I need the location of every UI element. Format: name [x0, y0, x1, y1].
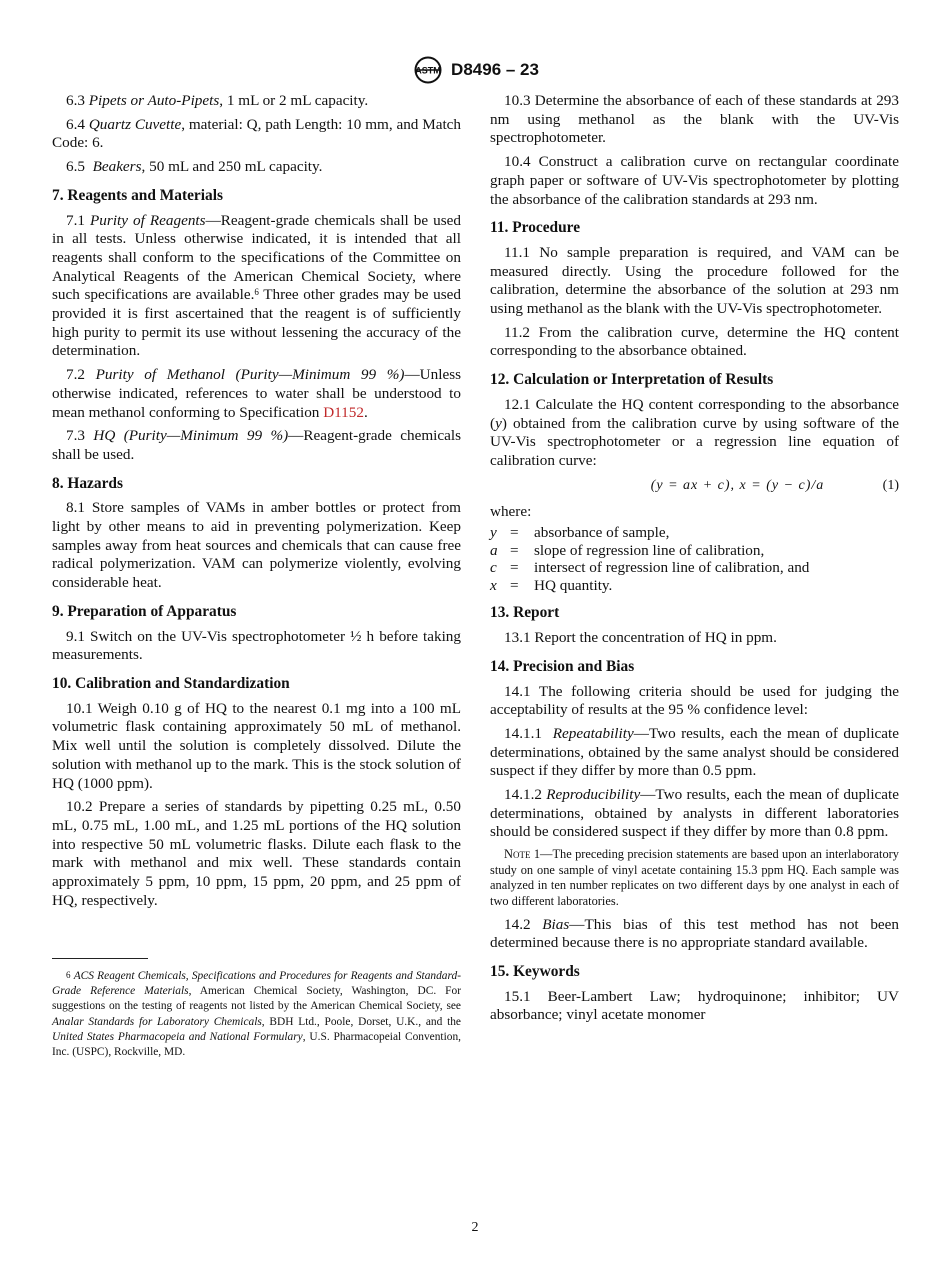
- para-6-4: 6.4 Quartz Cuvette, material: Q, path Length: 10 mm, and Match Code: 6.: [52, 115, 462, 152]
- equation-number: (1): [882, 477, 899, 493]
- page-header: [0, 56, 950, 84]
- section-heading-12: 12. Calculation or Interpretation of Results: [490, 371, 774, 389]
- para-9-1: 9.1 Switch on the UV-Vis spectrophotometer ½ h before taking measurements.: [52, 627, 461, 664]
- para-6-3: 6.3 Pipets or Auto-Pipets, 1 mL or 2 mL capacity.: [66, 92, 369, 109]
- page-number: 2: [471, 1220, 479, 1235]
- definition-row: a = slope of regression line of calibration,: [490, 541, 765, 559]
- para-6-5: 6.5 Beakers, 50 mL and 250 mL capacity.: [66, 158, 323, 176]
- para-12-1: 12.1 Calculate the HQ content corresponding to the absorbance (y) obtained from the calibration curve by using software of the UV-Vis spectrophotometer or a regression line equation of calibration curve:: [490, 395, 899, 469]
- note-1: Note 1—The preceding precision statements are based upon an interlaboratory study on one sample of vinyl acetate containing 15.3 ppm HQ. Each sample was analyzed in ten number replicates on two different days by one analyst in each of two different laboratories.: [490, 847, 899, 908]
- section-heading-9: 9. Preparation of Apparatus: [52, 602, 237, 620]
- para-7-1: 7.1 Purity of Reagents—Reagent-grade chemicals shall be used in all tests. Unless otherwise indicated, it is intended that all reagents shall conform to the specifications of the Committee on Analytical Reagents of the American Chemical Society, where such specifications are available.$^6$ Three other grades may be used provided it is first ascertained that the reagent is of sufficiently high purity to permit its use without lessening the accuracy of the determination.: [52, 211, 462, 360]
- definition-row: y = absorbance of sample,: [490, 524, 670, 542]
- para-15-1: 15.1 Beer-Lambert Law; hydroquinone; inhibitor; UV absorbance; vinyl acetate monomer: [490, 987, 899, 1024]
- section-heading-8: 8. Hazards: [52, 474, 123, 492]
- para-14-1-2: 14.1.2 Reproducibility—Two results, each the mean of duplicate determinations, obtained by analysts in different laboratories should be considered suspect if they differ by more than 0.8 ppm.: [490, 786, 899, 841]
- section-heading-14: 14. Precision and Bias: [490, 657, 635, 675]
- section-heading-11: 11. Procedure: [490, 219, 581, 237]
- section-heading-13: 13. Report: [490, 604, 560, 622]
- section-heading-10: 10. Calibration and Standardization: [52, 674, 290, 692]
- right-column: [490, 92, 899, 1030]
- para-14-1-1: 14.1.1 Repeatability—Two results, each the mean of duplicate determinations, obtained by the same analyst should be considered suspect if they differ by more than 0.5 ppm.: [490, 724, 899, 780]
- d1152-link[interactable]: D1152: [323, 403, 364, 421]
- svg-text:ASTM: ASTM: [415, 65, 441, 76]
- para-7-3: 7.3 HQ (Purity—Minimum 99 %)—Reagent-grade chemicals shall be used.: [52, 427, 462, 463]
- section-heading-15: 15. Keywords: [490, 962, 580, 980]
- equation-body: (y = ax + c), x = (y − c)/a: [650, 477, 825, 493]
- equation-1: [490, 477, 899, 496]
- para-11-2: 11.2 From the calibration curve, determine the HQ content corresponding to the absorbance obtained.: [490, 323, 899, 360]
- para-10-2: 10.2 Prepare a series of standards by pipetting 0.25 mL, 0.50 mL, 0.75 mL, 1.00 mL, and 1.25 mL portions of the HQ solution into respective 50 mL volumetric flasks. Dilute each flask to the mark with methanol and mix well. These standards contain approximately 5 ppm, 10 ppm, 15 ppm, 20 ppm, and 25 ppm of HQ, respectively.: [52, 798, 461, 909]
- footnote-6: $^6$ ACS Reagent Chemicals, Specifications and Procedures for Reagents and Standard-Grade Reference Materials, American Chemical Society, Washington, DC. For suggestions on the testing of reagents not listed by the American Chemical Society, see Analar Standards for Laboratory Chemicals, BDH Ltd., Poole, Dorset, U.K., and the United States Pharmacopeia and National Formulary, U.S. Pharmacopeial Convention, Inc. (USPC), Rockville, MD.: [52, 970, 462, 1059]
- para-10-1: 10.1 Weigh 0.10 g of HQ to the nearest 0.1 mg into a 100 mL volumetric flask containing approximately 50 mL of methanol. Mix well until the solution is completely dissolved. Dilute the solution with methanol up to the mark. This is the stock solution of HQ (1000 ppm).: [52, 699, 461, 792]
- section-heading-7: 7. Reagents and Materials: [52, 186, 223, 204]
- para-14-2: 14.2 Bias—This bias of this test method has not been determined because there is no appropriate standard available.: [490, 915, 899, 952]
- definition-row: x = HQ quantity.: [490, 576, 613, 594]
- variable-definitions: [490, 524, 899, 594]
- para-10-4: 10.4 Construct a calibration curve on rectangular coordinate graph paper or software of UV-Vis spectrophotometer by plotting the absorbance of the calibration standards at 293 nm.: [490, 153, 899, 208]
- para-13-1: 13.1 Report the concentration of HQ in ppm.: [504, 629, 777, 647]
- para-7-2: 7.2 Purity of Methanol (Purity—Minimum 99 %)—Unless otherwise indicated, references to water shall be understood to mean methanol conforming to Specification D1152.: [52, 366, 462, 421]
- where-label: where:: [490, 503, 532, 521]
- document-id: D8496 – 23: [451, 60, 539, 79]
- para-11-1: 11.1 No sample preparation is required, and VAM can be measured directly. Using the procedure followed for the calibration, determine the absorbance of the solution at 293 nm using methanol as the blank with the UV-Vis spectrophotometer.: [490, 243, 899, 318]
- astm-logo-icon: [411, 56, 445, 84]
- para-14-1: 14.1 The following criteria should be used for judging the acceptability of results at the 95 % confidence level:: [490, 682, 899, 719]
- para-10-3: 10.3 Determine the absorbance of each of these standards at 293 nm using methanol as the blank with the UV-Vis spectrophotometer.: [490, 92, 899, 147]
- footnote-divider: [52, 958, 148, 959]
- footnote-ref-6[interactable]: 6: [254, 287, 259, 298]
- para-8-1: 8.1 Store samples of VAMs in amber bottles or protect from light by other means to aid in preventing polymerization. Keep samples away from heat sources and chemicals that can cause free radical polymerization. VAM can polymerize violently, evolving considerable heat.: [52, 499, 461, 592]
- left-column: [52, 92, 461, 915]
- definition-row: c = intersect of regression line of calibration, and: [490, 559, 810, 577]
